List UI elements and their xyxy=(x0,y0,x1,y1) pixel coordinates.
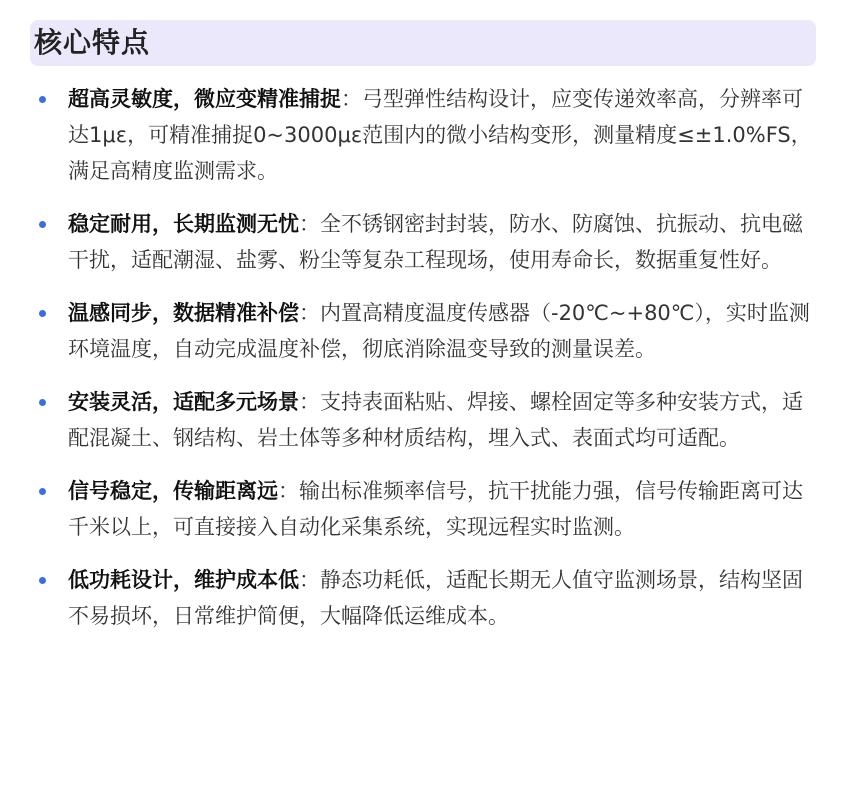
bullet-dot-icon xyxy=(39,399,46,406)
feature-description: 输出标准频率信号，抗干扰能力强，信号传输距离可达千米以上，可直接接入自动化采集系统，实现远程实时监测。 xyxy=(68,479,803,539)
feature-separator: ： xyxy=(341,87,362,111)
bullet-dot-icon xyxy=(39,488,46,495)
feature-item xyxy=(0,473,850,545)
bullet-dot-icon xyxy=(39,310,46,317)
feature-separator: ： xyxy=(299,212,320,236)
feature-title: 信号稳定，传输距离远 xyxy=(68,479,278,503)
feature-item xyxy=(0,562,850,634)
feature-description: 全不锈钢密封封装，防水、防腐蚀、抗振动、抗电磁干扰，适配潮湿、盐雾、粉尘等复杂工程现场，使用寿命长，数据重复性好。 xyxy=(68,212,803,272)
feature-item xyxy=(0,81,850,189)
feature-title: 温感同步，数据精准补偿 xyxy=(68,301,299,325)
feature-title: 稳定耐用，长期监测无忧 xyxy=(68,212,299,236)
feature-title: 低功耗设计，维护成本低 xyxy=(68,568,299,592)
feature-separator: ： xyxy=(299,301,320,325)
feature-item xyxy=(0,206,850,278)
feature-list xyxy=(0,81,850,651)
section-title: 核心特点 xyxy=(34,26,151,59)
feature-separator: ： xyxy=(278,479,299,503)
bullet-dot-icon xyxy=(39,577,46,584)
feature-description: 静态功耗低，适配长期无人值守监测场景，结构坚固不易损坏，日常维护简便，大幅降低运维成本。 xyxy=(68,568,803,628)
bullet-dot-icon xyxy=(39,221,46,228)
section-header xyxy=(30,20,816,66)
feature-item xyxy=(0,384,850,456)
feature-separator: ： xyxy=(299,568,320,592)
feature-item xyxy=(0,295,850,367)
feature-title: 安装灵活，适配多元场景 xyxy=(68,390,299,414)
feature-separator: ： xyxy=(299,390,320,414)
bullet-dot-icon xyxy=(39,96,46,103)
feature-title: 超高灵敏度，微应变精准捕捉 xyxy=(68,87,341,111)
feature-description: 支持表面粘贴、焊接、螺栓固定等多种安装方式，适配混凝土、钢结构、岩土体等多种材质结构，埋入式、表面式均可适配。 xyxy=(68,390,803,450)
feature-description: 内置高精度温度传感器（-20℃~+80℃），实时监测环境温度，自动完成温度补偿，彻底消除温变导致的测量误差。 xyxy=(68,301,810,361)
feature-description: 弓型弹性结构设计，应变传递效率高，分辨率可达1με，可精准捕捉0~3000με范围内的微小结构变形，测量精度≤±1.0%FS，满足高精度监测需求。 xyxy=(68,87,812,183)
